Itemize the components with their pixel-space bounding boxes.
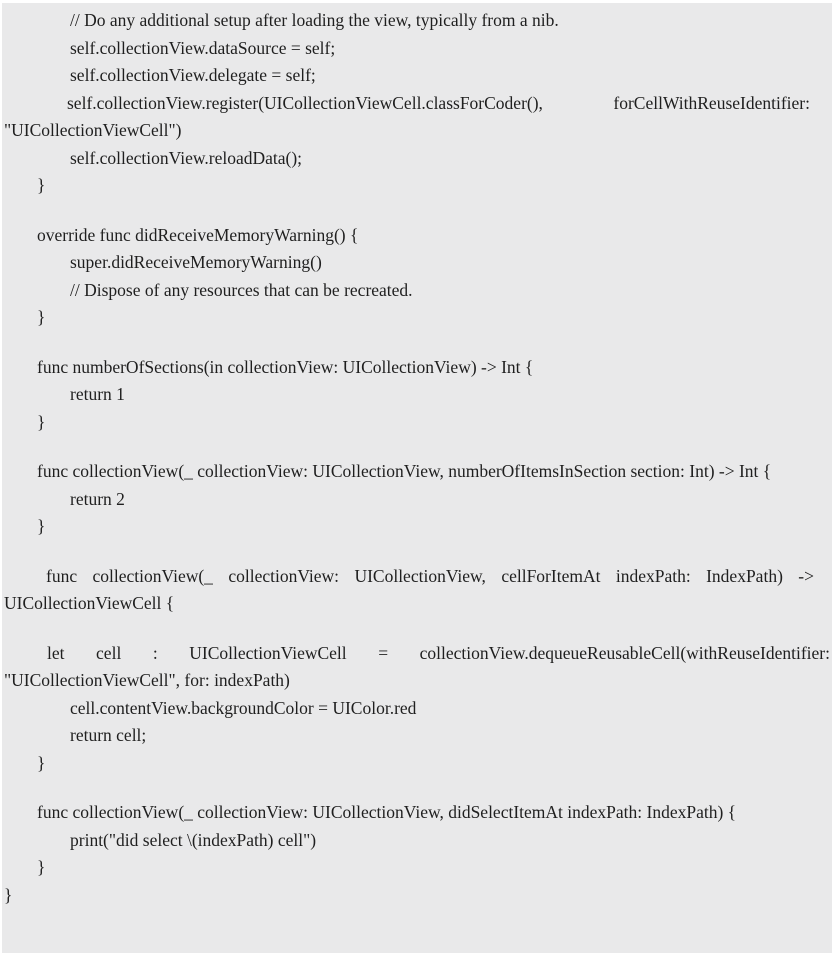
- code-line: }: [37, 752, 46, 773]
- code-line: "UICollectionViewCell"): [4, 120, 182, 140]
- code-line: // Do any additional setup after loading the view, typically from a nib.: [70, 10, 559, 30]
- code-line: return cell;: [70, 725, 147, 745]
- code-line: self.collectionView.register(UICollectionViewCell.classForCoder(), forCellWithReuseIdentifier:: [67, 92, 810, 113]
- code-line: }: [37, 857, 46, 877]
- code-line: }: [37, 175, 46, 195]
- code-line: UICollectionViewCell {: [4, 593, 175, 613]
- code-line: }: [37, 516, 46, 536]
- code-line: "UICollectionViewCell", for: indexPath): [4, 670, 290, 690]
- code-line: print("did select \(indexPath) cell"): [70, 829, 317, 850]
- code-line: // Dispose of any resources that can be recreated.: [70, 279, 413, 300]
- code-line: let cell : UICollectionViewCell = collectionView.dequeueReusableCell(withReuseIdentifier:: [47, 642, 830, 663]
- code-line: self.collectionView.reloadData();: [70, 147, 303, 168]
- code-line: }: [37, 411, 46, 432]
- code-line: override func didReceiveMemoryWarning() {: [37, 224, 359, 245]
- code-line: self.collectionView.dataSource = self;: [70, 37, 336, 58]
- code-line: super.didReceiveMemoryWarning(): [70, 252, 322, 272]
- code-line: return 1: [70, 384, 125, 404]
- code-line: return 2: [70, 488, 125, 509]
- code-line: }: [37, 307, 46, 327]
- code-line: cell.contentView.backgroundColor = UIColor.red: [70, 697, 417, 718]
- code-line: self.collectionView.delegate = self;: [70, 65, 316, 85]
- code-line: func collectionView(_ collectionView: UICollectionView, cellForItemAt indexPath: IndexPath) ->: [46, 565, 814, 586]
- code-line: func collectionView(_ collectionView: UICollectionView, numberOfItemsInSection section: Int) -> Int {: [37, 461, 772, 481]
- code-block: [2, 3, 832, 953]
- code-line: func numberOfSections(in collectionView: UICollectionView) -> Int {: [37, 356, 534, 377]
- code-line: }: [4, 884, 13, 905]
- code-line: func collectionView(_ collectionView: UICollectionView, didSelectItemAt indexPath: IndexPath) {: [37, 802, 737, 822]
